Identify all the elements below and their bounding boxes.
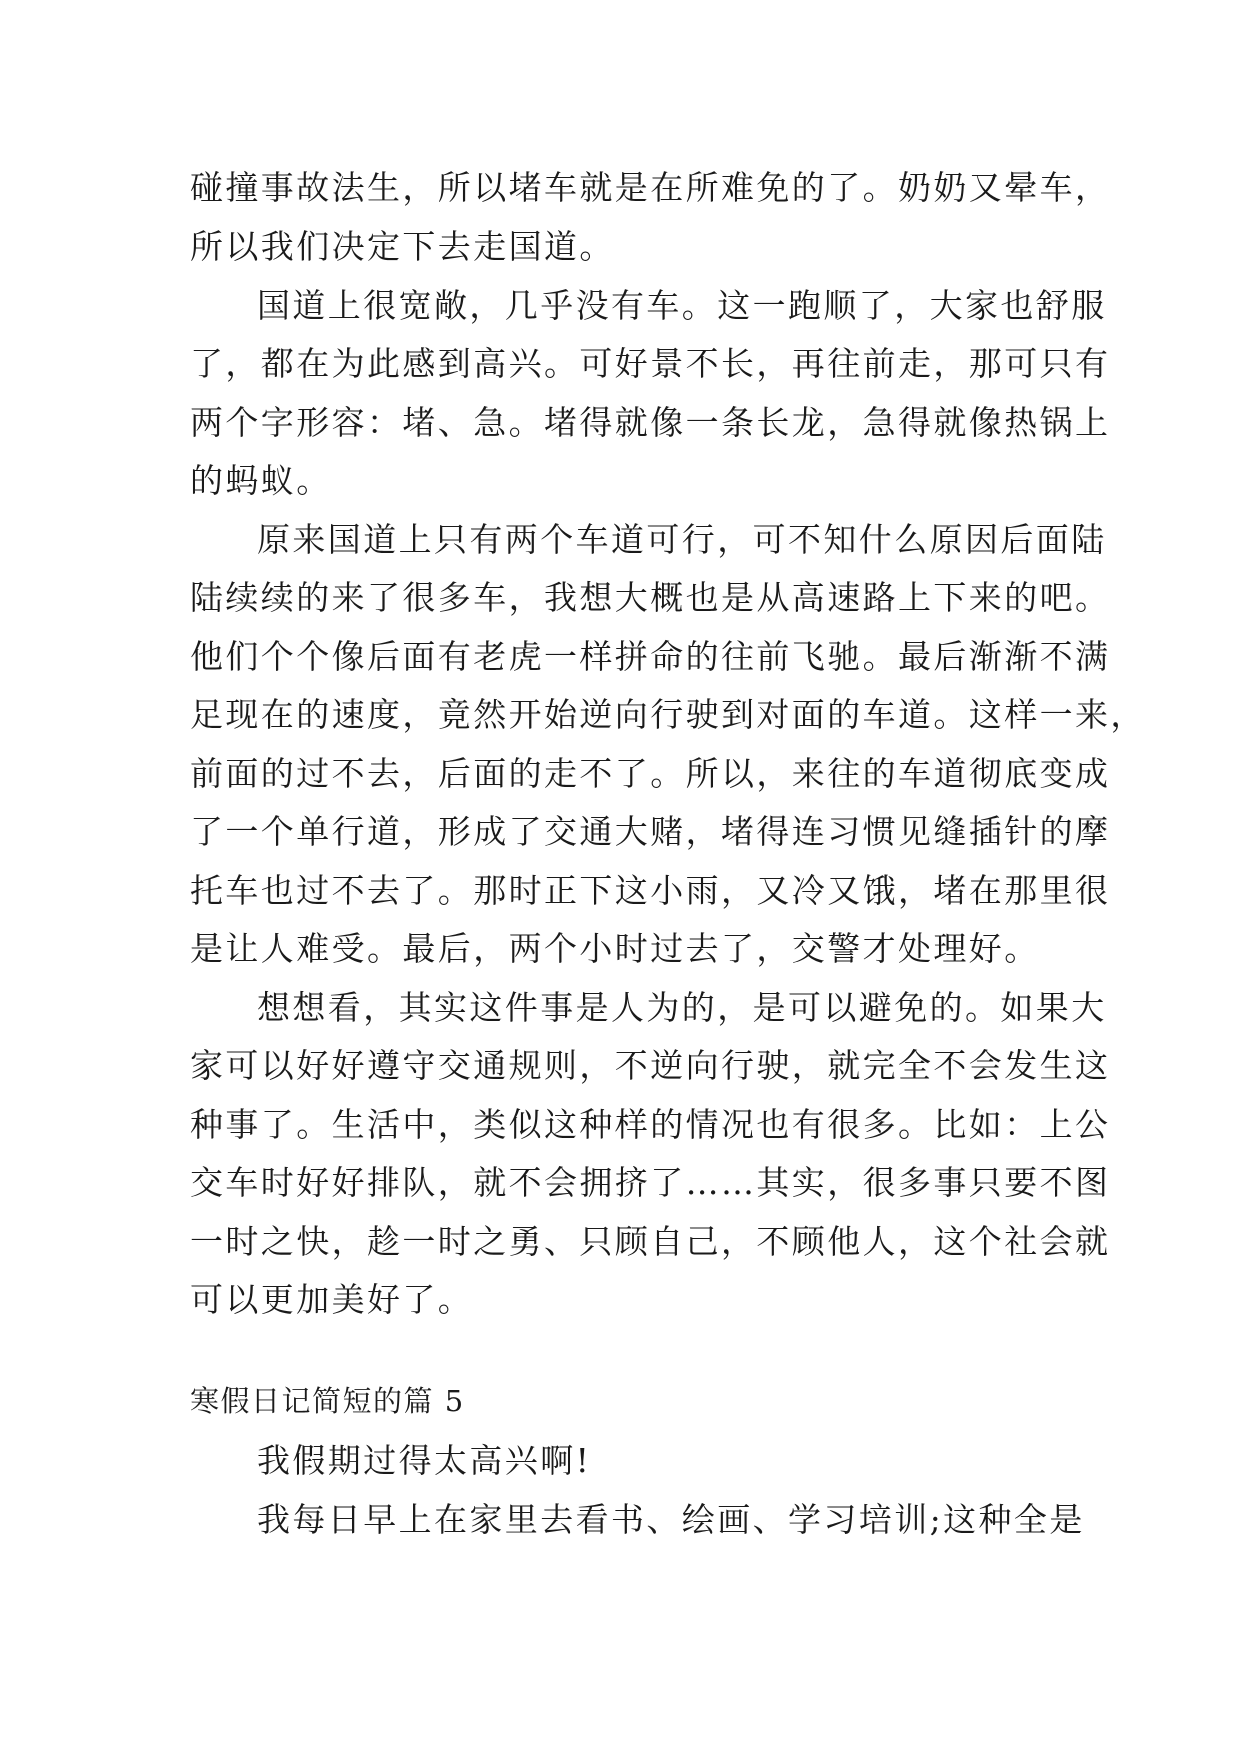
- paragraph-line: 我假期过得太高兴啊!: [257, 1441, 592, 1480]
- paragraph-line: 交车时好好排队，就不会拥挤了……其实，很多事只要不图: [190, 1163, 1111, 1202]
- paragraph-line: 了，都在为此感到高兴。可好景不长，再往前走，那可只有: [190, 344, 1111, 383]
- paragraph-line: 两个字形容：堵、急。堵得就像一条长龙，急得就像热锅上: [190, 403, 1111, 442]
- paragraph-line: 碰撞事故法生，所以堵车就是在所难免的了。奶奶又晕车，: [190, 168, 1111, 207]
- paragraph-line: 我每日早上在家里去看书、绘画、学习培训;这种全是: [257, 1500, 1085, 1539]
- paragraph-line: 是让人难受。最后，两个小时过去了，交警才处理好。: [190, 929, 1040, 968]
- paragraph-line: 他们个个像后面有老虎一样拼命的往前飞驰。最后渐渐不满: [190, 637, 1111, 676]
- paragraph-line: 前面的过不去，后面的走不了。所以，来往的车道彻底变成: [190, 754, 1111, 793]
- paragraph-line: 家可以好好遵守交通规则，不逆向行驶，就完全不会发生这: [190, 1046, 1111, 1085]
- paragraph-line: 一时之快，趁一时之勇、只顾自己，不顾他人，这个社会就: [190, 1222, 1111, 1261]
- paragraph-line: 国道上很宽敞，几乎没有车。这一跑顺了，大家也舒服: [257, 286, 1107, 325]
- paragraph-line: 陆续续的来了很多车，我想大概也是从高速路上下来的吧。: [190, 578, 1111, 617]
- paragraph-line: 可以更加美好了。: [190, 1280, 474, 1319]
- paragraph-line: 托车也过不去了。那时正下这小雨，又冷又饿，堵在那里很: [190, 871, 1111, 910]
- paragraph-line: 原来国道上只有两个车道可行，可不知什么原因后面陆: [257, 520, 1107, 559]
- section-heading: 寒假日记简短的篇 5: [190, 1384, 465, 1418]
- paragraph-line: 想想看，其实这件事是人为的，是可以避免的。如果大: [257, 988, 1107, 1027]
- paragraph-line: 足现在的速度，竟然开始逆向行驶到对面的车道。这样一来，: [190, 695, 1146, 734]
- paragraph-line: 所以我们决定下去走国道。: [190, 227, 615, 266]
- paragraph-line: 的蚂蚁。: [190, 461, 332, 500]
- paragraph-line: 种事了。生活中，类似这种样的情况也有很多。比如：上公: [190, 1105, 1111, 1144]
- paragraph-line: 了一个单行道，形成了交通大赌，堵得连习惯见缝插针的摩: [190, 812, 1111, 851]
